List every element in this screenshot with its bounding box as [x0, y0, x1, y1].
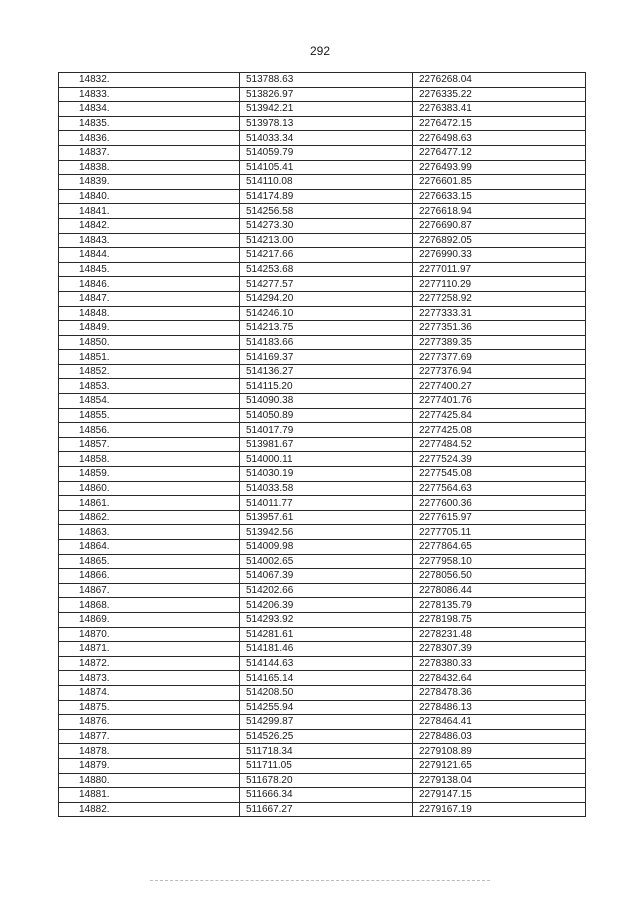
- northing-cell: 2277377.69: [413, 350, 586, 365]
- easting-cell: 514246.10: [240, 306, 413, 321]
- northing-cell: 2276477.12: [413, 145, 586, 160]
- table-row: [59, 335, 586, 350]
- table-row: [59, 350, 586, 365]
- table-row: [59, 802, 586, 817]
- table-row: [59, 306, 586, 321]
- easting-cell: 514253.68: [240, 262, 413, 277]
- easting-cell: 514208.50: [240, 685, 413, 700]
- northing-cell: 2276472.15: [413, 116, 586, 131]
- northing-cell: 2278135.79: [413, 598, 586, 613]
- point-number-cell: 14861.: [59, 496, 240, 511]
- table-row: [59, 204, 586, 219]
- northing-cell: 2276383.41: [413, 102, 586, 117]
- table-row: [59, 685, 586, 700]
- northing-cell: 2277425.08: [413, 423, 586, 438]
- point-number-cell: 14858.: [59, 452, 240, 467]
- easting-cell: 513957.61: [240, 510, 413, 525]
- table-row: [59, 540, 586, 555]
- point-number-cell: 14862.: [59, 510, 240, 525]
- northing-cell: 2276618.94: [413, 204, 586, 219]
- northing-cell: 2276335.22: [413, 87, 586, 102]
- table-row: [59, 437, 586, 452]
- table-row: [59, 175, 586, 190]
- point-number-cell: 14864.: [59, 540, 240, 555]
- northing-cell: 2278486.03: [413, 729, 586, 744]
- table-row: [59, 758, 586, 773]
- northing-cell: 2277484.52: [413, 437, 586, 452]
- table-row: [59, 554, 586, 569]
- point-number-cell: 14880.: [59, 773, 240, 788]
- table-row: [59, 481, 586, 496]
- point-number-cell: 14844.: [59, 248, 240, 263]
- easting-cell: 513942.56: [240, 525, 413, 540]
- table-row: [59, 671, 586, 686]
- table-row: [59, 233, 586, 248]
- point-number-cell: 14842.: [59, 218, 240, 233]
- easting-cell: 514136.27: [240, 364, 413, 379]
- table-row: [59, 569, 586, 584]
- point-number-cell: 14836.: [59, 131, 240, 146]
- table-row: [59, 145, 586, 160]
- table-row: [59, 598, 586, 613]
- point-number-cell: 14838.: [59, 160, 240, 175]
- coordinates-table-container: [58, 72, 558, 817]
- northing-cell: 2277376.94: [413, 364, 586, 379]
- table-row: [59, 627, 586, 642]
- easting-cell: 511711.05: [240, 758, 413, 773]
- easting-cell: 514277.57: [240, 277, 413, 292]
- table-row: [59, 291, 586, 306]
- northing-cell: 2278198.75: [413, 612, 586, 627]
- northing-cell: 2277389.35: [413, 335, 586, 350]
- table-row: [59, 321, 586, 336]
- point-number-cell: 14872.: [59, 656, 240, 671]
- point-number-cell: 14856.: [59, 423, 240, 438]
- easting-cell: 514213.75: [240, 321, 413, 336]
- easting-cell: 514115.20: [240, 379, 413, 394]
- table-row: [59, 700, 586, 715]
- northing-cell: 2277524.39: [413, 452, 586, 467]
- point-number-cell: 14877.: [59, 729, 240, 744]
- northing-cell: 2276990.33: [413, 248, 586, 263]
- easting-cell: 514174.89: [240, 189, 413, 204]
- easting-cell: 514030.19: [240, 467, 413, 482]
- easting-cell: 511678.20: [240, 773, 413, 788]
- northing-cell: 2279138.04: [413, 773, 586, 788]
- easting-cell: 514206.39: [240, 598, 413, 613]
- easting-cell: 514033.58: [240, 481, 413, 496]
- easting-cell: 514526.25: [240, 729, 413, 744]
- table-row: [59, 510, 586, 525]
- northing-cell: 2276690.87: [413, 218, 586, 233]
- northing-cell: 2277351.36: [413, 321, 586, 336]
- table-row: [59, 394, 586, 409]
- easting-cell: 514281.61: [240, 627, 413, 642]
- point-number-cell: 14849.: [59, 321, 240, 336]
- point-number-cell: 14840.: [59, 189, 240, 204]
- point-number-cell: 14863.: [59, 525, 240, 540]
- point-number-cell: 14857.: [59, 437, 240, 452]
- table-row: [59, 583, 586, 598]
- table-row: [59, 218, 586, 233]
- table-row: [59, 364, 586, 379]
- easting-cell: 514009.98: [240, 540, 413, 555]
- easting-cell: 514255.94: [240, 700, 413, 715]
- northing-cell: 2276633.15: [413, 189, 586, 204]
- table-row: [59, 788, 586, 803]
- northing-cell: 2276601.85: [413, 175, 586, 190]
- table-row: [59, 73, 586, 88]
- easting-cell: 514033.34: [240, 131, 413, 146]
- point-number-cell: 14839.: [59, 175, 240, 190]
- point-number-cell: 14865.: [59, 554, 240, 569]
- table-row: [59, 729, 586, 744]
- easting-cell: 511667.27: [240, 802, 413, 817]
- northing-cell: 2278478.36: [413, 685, 586, 700]
- table-row: [59, 656, 586, 671]
- easting-cell: 514299.87: [240, 715, 413, 730]
- point-number-cell: 14851.: [59, 350, 240, 365]
- point-number-cell: 14878.: [59, 744, 240, 759]
- easting-cell: 514105.41: [240, 160, 413, 175]
- table-row: [59, 87, 586, 102]
- table-row: [59, 277, 586, 292]
- easting-cell: 514067.39: [240, 569, 413, 584]
- easting-cell: 514011.77: [240, 496, 413, 511]
- easting-cell: 514169.37: [240, 350, 413, 365]
- point-number-cell: 14855.: [59, 408, 240, 423]
- northing-cell: 2277258.92: [413, 291, 586, 306]
- northing-cell: 2277011.97: [413, 262, 586, 277]
- point-number-cell: 14850.: [59, 335, 240, 350]
- northing-cell: 2276892.05: [413, 233, 586, 248]
- easting-cell: 514273.30: [240, 218, 413, 233]
- northing-cell: 2279147.15: [413, 788, 586, 803]
- northing-cell: 2279108.89: [413, 744, 586, 759]
- point-number-cell: 14860.: [59, 481, 240, 496]
- northing-cell: 2278464.41: [413, 715, 586, 730]
- point-number-cell: 14881.: [59, 788, 240, 803]
- northing-cell: 2277333.31: [413, 306, 586, 321]
- point-number-cell: 14871.: [59, 642, 240, 657]
- point-number-cell: 14845.: [59, 262, 240, 277]
- page-number: 292: [309, 44, 331, 58]
- northing-cell: 2277545.08: [413, 467, 586, 482]
- table-row: [59, 262, 586, 277]
- easting-cell: 514256.58: [240, 204, 413, 219]
- easting-cell: 513978.13: [240, 116, 413, 131]
- table-row: [59, 452, 586, 467]
- easting-cell: 513826.97: [240, 87, 413, 102]
- table-row: [59, 189, 586, 204]
- point-number-cell: 14853.: [59, 379, 240, 394]
- easting-cell: 514293.92: [240, 612, 413, 627]
- northing-cell: 2277401.76: [413, 394, 586, 409]
- point-number-cell: 14869.: [59, 612, 240, 627]
- point-number-cell: 14875.: [59, 700, 240, 715]
- easting-cell: 513981.67: [240, 437, 413, 452]
- table-row: [59, 160, 586, 175]
- easting-cell: 514294.20: [240, 291, 413, 306]
- point-number-cell: 14868.: [59, 598, 240, 613]
- northing-cell: 2277705.11: [413, 525, 586, 540]
- point-number-cell: 14882.: [59, 802, 240, 817]
- point-number-cell: 14866.: [59, 569, 240, 584]
- point-number-cell: 14848.: [59, 306, 240, 321]
- point-number-cell: 14876.: [59, 715, 240, 730]
- point-number-cell: 14874.: [59, 685, 240, 700]
- northing-cell: 2278432.64: [413, 671, 586, 686]
- easting-cell: 514059.79: [240, 145, 413, 160]
- point-number-cell: 14846.: [59, 277, 240, 292]
- easting-cell: 514181.46: [240, 642, 413, 657]
- table-row: [59, 408, 586, 423]
- easting-cell: 514183.66: [240, 335, 413, 350]
- easting-cell: 513942.21: [240, 102, 413, 117]
- northing-cell: 2276498.63: [413, 131, 586, 146]
- northing-cell: 2278231.48: [413, 627, 586, 642]
- northing-cell: 2277600.36: [413, 496, 586, 511]
- point-number-cell: 14833.: [59, 87, 240, 102]
- northing-cell: 2277110.29: [413, 277, 586, 292]
- easting-cell: 511666.34: [240, 788, 413, 803]
- point-number-cell: 14834.: [59, 102, 240, 117]
- point-number-cell: 14835.: [59, 116, 240, 131]
- northing-cell: 2276493.99: [413, 160, 586, 175]
- table-row: [59, 423, 586, 438]
- point-number-cell: 14879.: [59, 758, 240, 773]
- point-number-cell: 14841.: [59, 204, 240, 219]
- easting-cell: 514217.66: [240, 248, 413, 263]
- northing-cell: 2279121.65: [413, 758, 586, 773]
- coordinates-table: [58, 72, 586, 817]
- easting-cell: 514090.38: [240, 394, 413, 409]
- table-row: [59, 248, 586, 263]
- point-number-cell: 14854.: [59, 394, 240, 409]
- point-number-cell: 14852.: [59, 364, 240, 379]
- point-number-cell: 14832.: [59, 73, 240, 88]
- northing-cell: 2276268.04: [413, 73, 586, 88]
- point-number-cell: 14873.: [59, 671, 240, 686]
- northing-cell: 2278086.44: [413, 583, 586, 598]
- table-row: [59, 773, 586, 788]
- easting-cell: 514165.14: [240, 671, 413, 686]
- table-row: [59, 496, 586, 511]
- easting-cell: 514000.11: [240, 452, 413, 467]
- easting-cell: 514110.08: [240, 175, 413, 190]
- coordinates-table-body: [59, 73, 586, 817]
- point-number-cell: 14867.: [59, 583, 240, 598]
- easting-cell: 511718.34: [240, 744, 413, 759]
- table-row: [59, 642, 586, 657]
- table-row: [59, 379, 586, 394]
- point-number-cell: 14859.: [59, 467, 240, 482]
- table-row: [59, 467, 586, 482]
- easting-cell: 514002.65: [240, 554, 413, 569]
- table-row: [59, 715, 586, 730]
- easting-cell: 514017.79: [240, 423, 413, 438]
- table-row: [59, 102, 586, 117]
- northing-cell: 2278486.13: [413, 700, 586, 715]
- northing-cell: 2277864.65: [413, 540, 586, 555]
- table-row: [59, 612, 586, 627]
- easting-cell: 513788.63: [240, 73, 413, 88]
- easting-cell: 514144.63: [240, 656, 413, 671]
- northing-cell: 2279167.19: [413, 802, 586, 817]
- northing-cell: 2277425.84: [413, 408, 586, 423]
- northing-cell: 2278380.33: [413, 656, 586, 671]
- easting-cell: 514213.00: [240, 233, 413, 248]
- northing-cell: 2277400.27: [413, 379, 586, 394]
- northing-cell: 2277615.97: [413, 510, 586, 525]
- point-number-cell: 14843.: [59, 233, 240, 248]
- northing-cell: 2278056.50: [413, 569, 586, 584]
- northing-cell: 2278307.39: [413, 642, 586, 657]
- northing-cell: 2277958.10: [413, 554, 586, 569]
- table-row: [59, 116, 586, 131]
- table-row: [59, 131, 586, 146]
- table-row: [59, 744, 586, 759]
- northing-cell: 2277564.63: [413, 481, 586, 496]
- bottom-divider: [150, 880, 490, 881]
- point-number-cell: 14847.: [59, 291, 240, 306]
- easting-cell: 514202.66: [240, 583, 413, 598]
- easting-cell: 514050.89: [240, 408, 413, 423]
- point-number-cell: 14837.: [59, 145, 240, 160]
- table-row: [59, 525, 586, 540]
- point-number-cell: 14870.: [59, 627, 240, 642]
